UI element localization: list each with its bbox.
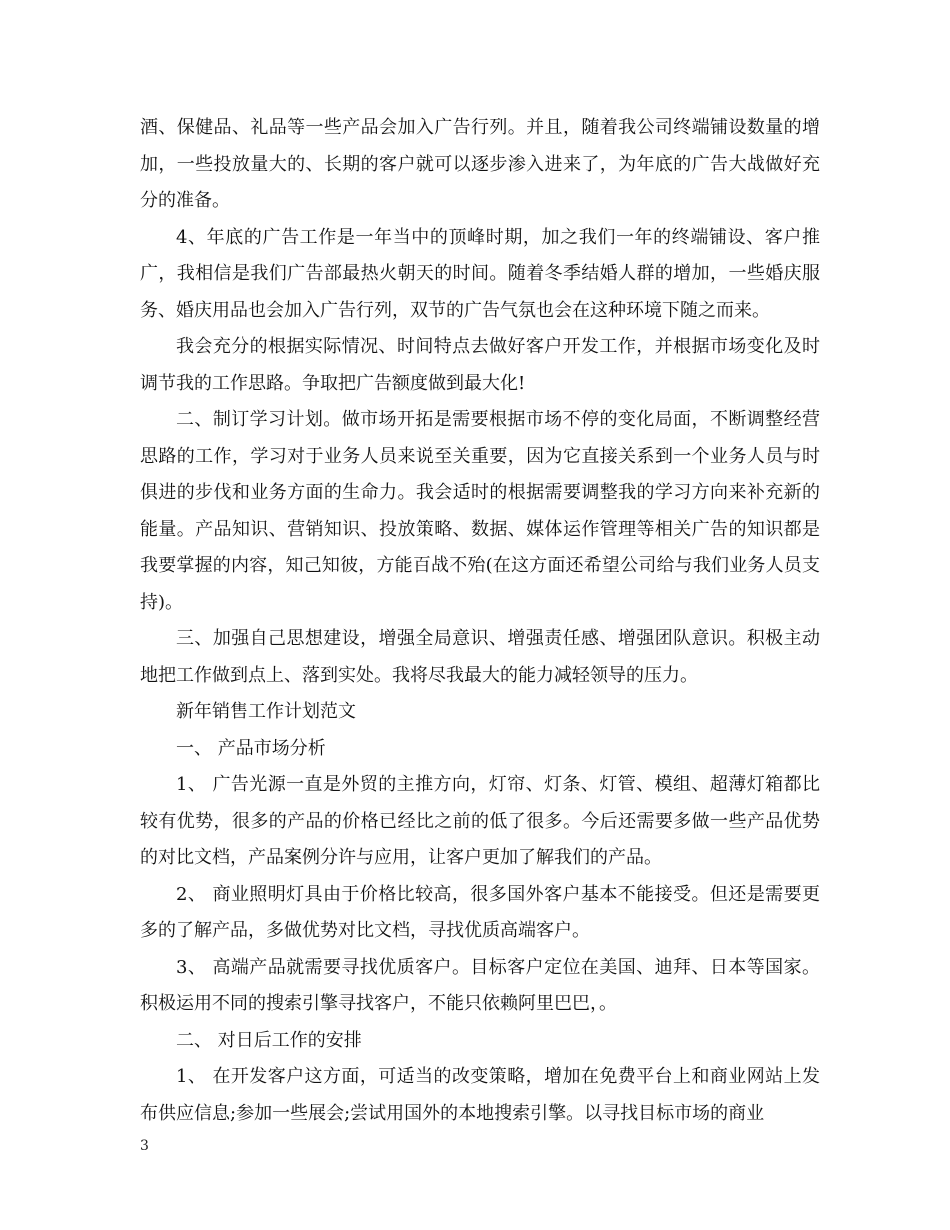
- page-number: 3: [140, 1138, 149, 1154]
- paragraph-item-2: 2、 商业照明灯具由于价格比较高，很多国外客户基本不能接受。但还是需要更多的了解产品，多做优势对比文档，寻找优质高端客户。: [140, 883, 820, 941]
- paragraph-5: 三、加强自己思想建设，增强全局意识、增强责任感、增强团队意识。积极主动地把工作做到点上、落到实处。我将尽我最大的能力减轻领导的压力。: [140, 628, 820, 686]
- body-text: [140, 110, 820, 1132]
- paragraph-item-3: 3、 高端产品就需要寻找优质客户。目标客户定位在美国、迪拜、日本等国家。积极运用不同的搜索引擎寻找客户，不能只依赖阿里巴巴，。: [140, 956, 820, 1014]
- heading-work-arrangement: 二、 对日后工作的安排: [176, 1029, 362, 1051]
- paragraph-item-1: 1、 广告光源一直是外贸的主推方向，灯帘、灯条、灯管、模组、超薄灯箱都比较有优势，很多的产品的价格已经比之前的低了很多。今后还需要多做一些产品优势的对比文档，产品案例分许与应用，让客户更加了解我们的产品。: [140, 774, 820, 868]
- paragraph-2: 4、年底的广告工作是一年当中的顶峰时期，加之我们一年的终端铺设、客户推广，我相信是我们广告部最热火朝天的时间。随着冬季结婚人群的增加，一些婚庆服务、婚庆用品也会加入广告行列，双节的广告气氛也会在这种环境下随之而来。: [140, 226, 820, 321]
- paragraph-3: 我会充分的根据实际情况、时间特点去做好客户开发工作，并根据市场变化及时调节我的工作思路。争取把广告额度做到最大化!: [140, 336, 820, 394]
- paragraph-4: 二、制订学习计划。做市场开拓是需要根据市场不停的变化局面，不断调整经营思路的工作，学习对于业务人员来说至关重要，因为它直接关系到一个业务人员与时俱进的步伐和业务方面的生命力。我会适时的根据需要调整我的学习方向来补充新的能量。产品知识、营销知识、投放策略、数据、媒体运作管理等相关广告的知识都是我要掌握的内容，知己知彼，方能百战不殆(在这方面还希望公司给与我们业务人员支持)。: [140, 409, 820, 613]
- section-title: 新年销售工作计划范文: [176, 701, 356, 722]
- paragraph-1: 酒、保健品、礼品等一些产品会加入广告行列。并且，随着我公司终端铺设数量的增加，一些投放量大的、长期的客户就可以逐步渗入进来了，为年底的广告大战做好充分的准备。: [140, 117, 820, 211]
- heading-market-analysis: 一、 产品市场分析: [176, 737, 326, 759]
- paragraph-arrangement-1: 1、 在开发客户这方面，可适当的改变策略，增加在免费平台上和商业网站上发布供应信息;参加一些展会;尝试用国外的本地搜索引擎。以寻找目标市场的商业: [140, 1066, 820, 1124]
